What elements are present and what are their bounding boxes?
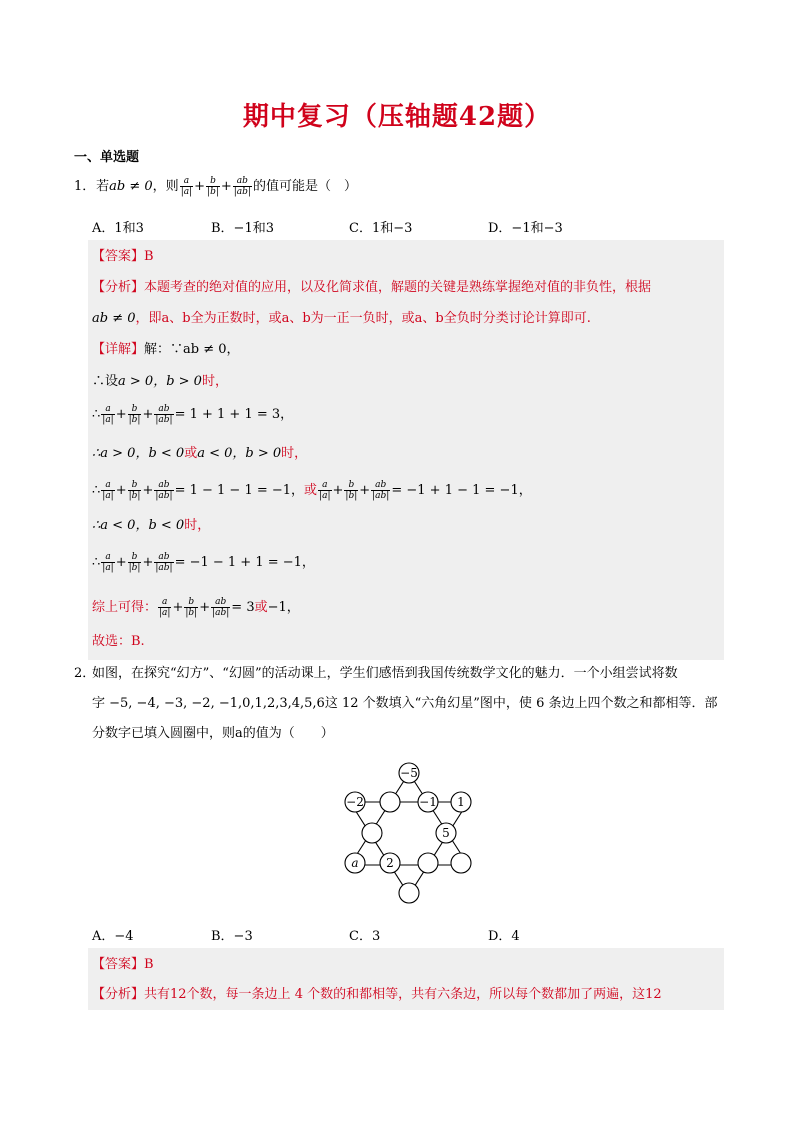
q1-detail-1: 【详解】解：∵ab ≠ 0， [92,342,240,357]
q2-number: 2． [74,666,96,681]
q1-number: 1． [74,179,96,194]
q1-option-d: D．−1和−3 [488,221,563,236]
label-right-mid: 5 [442,826,450,840]
page-title: 期中复习（压轴题42题） [242,102,552,132]
q1-stem: 1． 若ab ≠ 0，则 $\frac{a}{|a|}$ + $\frac{b}{|b|}$ + $\frac{ab}{|ab|}$ 的值可能是（ ） [74,176,357,197]
frac-ab: $\frac{ab}{|ab|}$ [233,176,251,197]
q2-option-c: C．3 [349,929,381,944]
q2-answer: 【答案】B [92,957,154,972]
node-top-inner-left [380,792,400,812]
label-mid-top: −1 [419,795,437,809]
q1-stem-text-3: 的值可能是（ ） [252,179,357,194]
q1-option-b: B．−1和3 [211,221,274,236]
q1-stem-text: 若 [96,179,110,194]
label-top: −5 [400,766,418,780]
section-heading: 一、单选题 [74,150,140,165]
q1-detail-7: ∴ $\frac{a}{|a|}$ + $\frac{b}{|b|}$ + $\frac{ab}{|ab|}$ = −1 − 1 + 1 = −1， [92,552,315,573]
q1-detail-6: ∴a < 0，b < 0时， [92,518,211,533]
q1-analysis: 【分析】本题考查的绝对值的应用，以及化简求值，解题的关键是熟练掌握绝对值的非负性，根据 [92,280,652,295]
q2-stem-1: 2．如图，在探究“幻方”、“幻圆”的活动课上，学生们感悟到我国传统数学文化的魅力．一个小组尝试将数 [74,664,678,684]
node-right-bottom [451,853,471,873]
q1-option-c: C．1和−3 [349,221,413,236]
q2-stem-3: 分数字已填入圆圈中，则a的值为（ ） [92,726,334,741]
node-bottom [399,883,419,903]
q1-stem-text-2: ，则 [152,179,179,194]
q2-option-d: D．4 [488,929,520,944]
q2-option-b: B．−3 [211,929,253,944]
node-bottom-inner-right [418,853,438,873]
frac-a: $\frac{a}{|a|}$ [180,176,193,197]
q1-option-a: A．1和3 [92,221,144,236]
label-left-bottom: a [351,856,359,870]
q1-stem-condition: ab ≠ 0 [109,179,153,194]
q2-option-a: A．−4 [92,929,134,944]
label-bottom-mid: 2 [386,856,394,870]
q1-analysis-2: ab ≠ 0，即a、b全为正数时，或a、b为一正一负时，或a、b全负时分类讨论计算即可. [92,311,591,326]
q1-detail-2: ∴设a > 0，b > 0时， [92,374,228,389]
q1-detail-4: ∴a > 0，b < 0或a < 0，b > 0时， [92,446,308,461]
q2-analysis: 【分析】共有12个数，每一条边上 4 个数的和都相等，共有六条边，所以每个数都加了两遍，这12 [92,987,662,1002]
q1-detail-8: 综上可得： $\frac{a}{|a|}$ + $\frac{b}{|b|}$ + $\frac{ab}{|ab|}$ = 3或−1， [92,597,300,618]
q1-detail-5: ∴ $\frac{a}{|a|}$ + $\frac{b}{|b|}$ + $\frac{ab}{|ab|}$ = 1 − 1 − 1 = −1，或 $\frac{a}{|a|}$ + $\frac{b}{|b|}$ + $\frac{ab}{|ab|}$ = −1 + 1 − 1 = −1， [92,480,532,501]
q2-stem-2: 字 −5, −4, −3, −2, −1,0,1,2,3,4,5,6这 12 个数填入“六角幻星”图中，使 6 条边上四个数之和都相等．部 [92,696,718,711]
hexagram-figure [330,755,480,915]
node-left-mid [362,823,382,843]
q1-answer: 【答案】B [92,249,154,264]
q1-detail-3: ∴ $\frac{a}{|a|}$ + $\frac{b}{|b|}$ + $\frac{ab}{|ab|}$ = 1 + 1 + 1 = 3， [92,404,294,425]
label-right-top: 1 [457,795,465,809]
frac-b: $\frac{b}{|b|}$ [207,176,219,197]
label-left-top: −2 [346,795,364,809]
q1-detail-9: 故选：B. [92,634,145,649]
